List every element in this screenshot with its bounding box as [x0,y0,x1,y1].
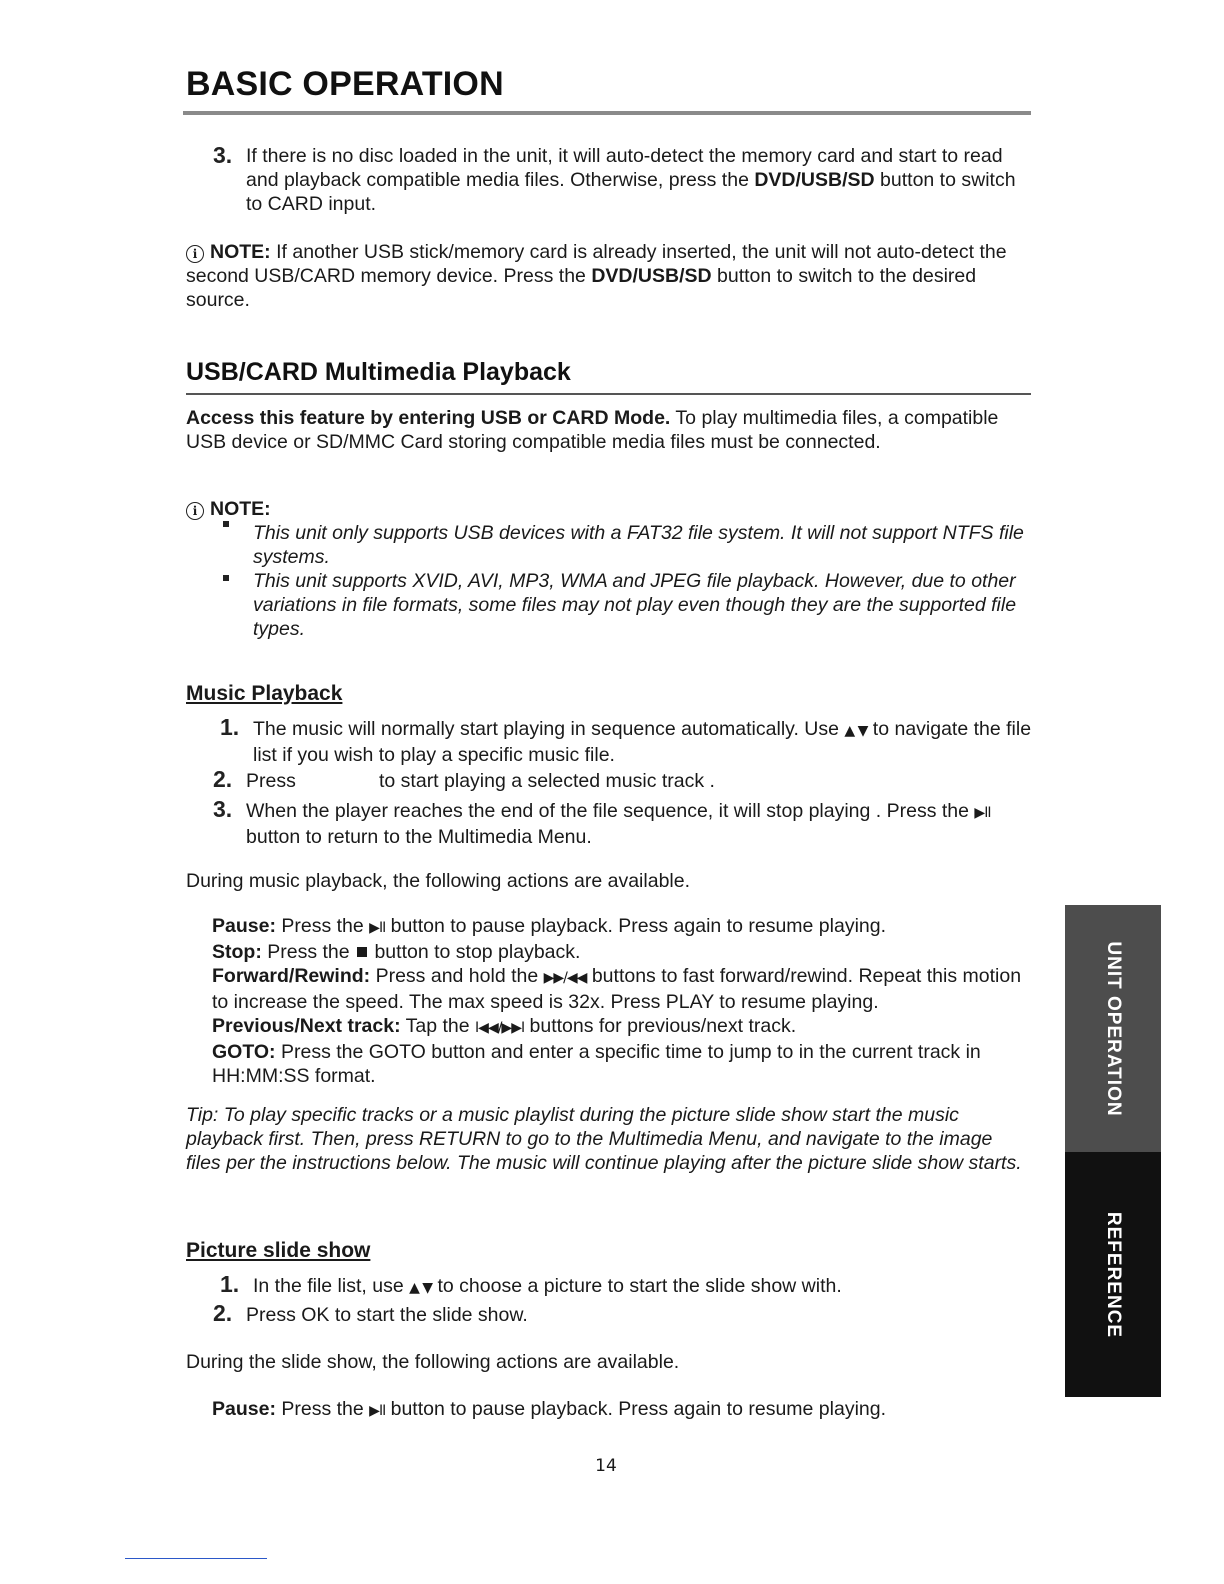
section-heading-usb-card: USB/CARD Multimedia Playback [186,358,571,386]
footer-divider [125,1558,267,1559]
step-number: 1. [220,1271,240,1297]
action-goto: GOTO: Press the GOTO button and enter a specific time to jump to in the current track in HH:MM:SS format. [212,1041,981,1087]
page-title: BASIC OPERATION [186,65,504,103]
slide-show-actions-intro: During the slide show, the following actions are available. [186,1351,680,1373]
side-tab-unit-operation[interactable] [1065,905,1161,1152]
bullet-icon [223,575,229,581]
step-number: 3. [213,142,233,168]
step-number: 1. [220,714,240,740]
side-tab-reference[interactable] [1065,1152,1161,1397]
slide-show-action-pause: Pause: Press the ▶II button to pause playback. Press again to resume playing. [212,1398,887,1420]
music-actions-list [212,914,1032,1088]
page-number: 14 [595,1456,617,1476]
usb-intro-paragraph: Access this feature by entering USB or CARD Mode. To play multimedia files, a compatible USB device or SD/MMC Card storing compatible media files must be connected. [186,407,999,453]
action-stop: Stop: Press the button to stop playback. [212,941,581,963]
picture-step-2: Press OK to start the slide show. [246,1304,528,1326]
up-down-arrows-icon: ▲ ▼ [844,723,868,739]
info-icon: i [186,502,204,520]
play-pause-icon: ▶II [974,805,991,821]
note-bullet-fat32: This unit only supports USB devices with a FAT32 file system. It will not support NTFS file systems. [253,522,1024,568]
note-label: i NOTE: [186,497,271,521]
play-pause-icon: ▶II [369,1403,386,1419]
step-number: 2. [213,766,233,792]
bullet-icon [223,521,229,527]
music-step-1: The music will normally start playing in sequence automatically. Use ▲ ▼ to navigate the file list if you wish to play a specific music file. [253,718,1032,766]
step-number: 3. [213,796,233,822]
action-pause: Pause: Press the ▶II button to pause playback. Press again to resume playing. [212,915,887,937]
picture-step-1: In the file list, use ▲ ▼ to choose a picture to start the slide show with. [253,1275,842,1297]
note-usb-detect: i NOTE: If another USB stick/memory card is already inserted, the unit will not auto-detect the second USB/CARD memory device. Press the DVD/USB/SD button to switch to the desired source. [186,241,1007,311]
music-step-2-press: Press [246,770,296,792]
subheading-picture-slide-show: Picture slide show [186,1239,371,1262]
side-tab-label: REFERENCE [1103,1211,1124,1338]
up-down-arrows-icon: ▲ ▼ [409,1280,433,1296]
music-step-3: When the player reaches the end of the file sequence, it will stop playing . Press the ▶II button to return to the Multimedia Menu. [246,800,991,848]
side-tab-label: UNIT OPERATION [1103,940,1124,1117]
music-step-2-text: to start playing a selected music track . [379,770,715,792]
tip-paragraph: Tip: To play specific tracks or a music playlist during the picture slide show start the music playback first. Then, press RETURN to go to the Multimedia Menu, and navigate to the image files per the instructions below. The music will continue playing after the picture slide show starts. [186,1104,1022,1174]
step-3-text: If there is no disc loaded in the unit, it will auto-detect the memory card and start to read and playback compatible media files. Otherwise, press the DVD/USB/SD button to switch to CARD input. [246,145,1016,215]
play-pause-icon: ▶II [369,920,386,936]
note-bullet-formats: This unit supports XVID, AVI, MP3, WMA and JPEG file playback. However, due to other variations in file formats, some files may not play even though they are the supported file types. [253,570,1017,640]
step-number: 2. [213,1300,233,1326]
section-divider [186,393,1031,395]
header-divider [183,111,1031,115]
music-actions-intro: During music playback, the following actions are available. [186,870,691,892]
subheading-music-playback: Music Playback [186,682,343,705]
stop-icon [357,947,367,957]
action-previous-next: Previous/Next track: Tap the I◀◀/▶▶I buttons for previous/next track. [212,1015,797,1037]
previous-next-track-icon: I◀◀/▶▶I [475,1020,525,1036]
fast-forward-rewind-icon: ▶▶/◀◀ [543,970,587,986]
action-forward-rewind: Forward/Rewind: Press and hold the ▶▶/◀◀ buttons to fast forward/rewind. Repeat this motion to increase the speed. The max speed is 32x. Press PLAY to resume playing. [212,965,1022,1013]
info-icon: i [186,245,204,263]
